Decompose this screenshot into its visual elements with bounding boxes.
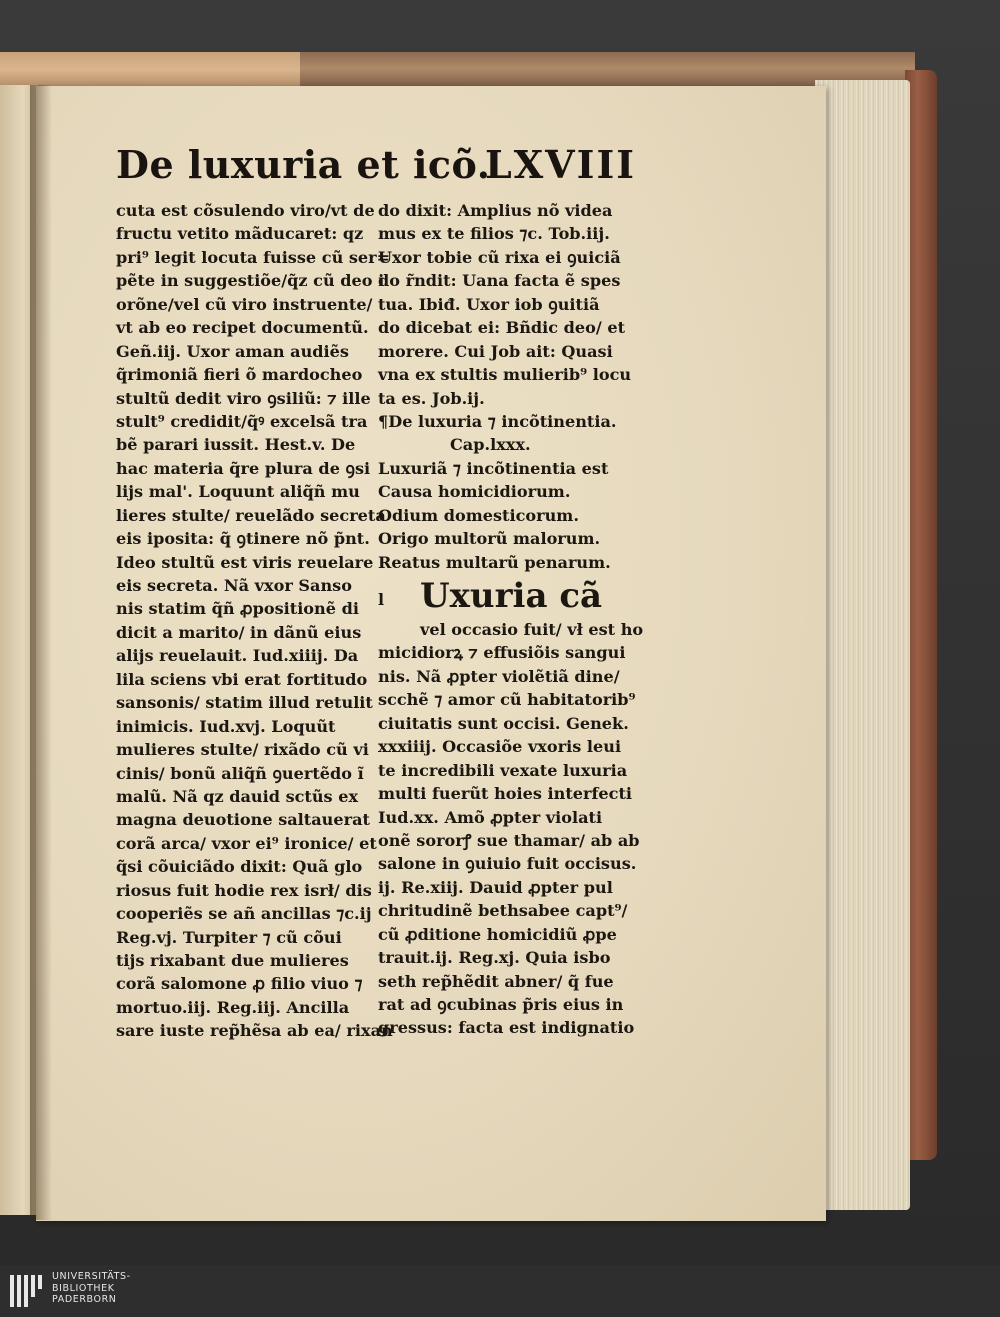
chapter-topic: Reatus multarũ penarum.	[378, 552, 611, 572]
text-line: riosus fuit hodie rex isrł/ dis	[116, 880, 372, 900]
text-line: magna deuotione saltauerat	[116, 810, 370, 830]
running-head-title: De luxuria et icõ.	[116, 142, 491, 187]
text-line: q̃rimoniã fieri õ mardocheo	[116, 365, 363, 385]
text-line: multi fuerũt hoies interfecti	[378, 784, 633, 804]
text-line: vt ab eo recipet documentũ.	[116, 318, 369, 338]
text-line: ta es. Job.ij.	[378, 388, 485, 408]
book-cover-label-strip	[0, 52, 300, 88]
text-line: do dicebat ei: Bñdic deo/ et	[378, 318, 626, 338]
text-line: orõne/vel cũ viro instruente/	[116, 294, 373, 314]
text-line: vel occasio fuit/ vł est ho	[420, 620, 644, 639]
text-line: morere. Cui Job ait: Quasi	[378, 341, 613, 361]
text-line: xxxiiij. Occasiõe vxoris leui	[378, 737, 622, 757]
text-line: Geñ.iij. Uxor aman audiẽs	[116, 341, 349, 361]
text-line: trauit.ij. Reg.xj. Quia isbo	[378, 948, 611, 968]
text-line: mus ex te filios ⁊c. Tob.iij.	[378, 224, 610, 244]
text-line: lieres stulte/ reuelãdo secreta	[116, 505, 386, 525]
text-column-left	[116, 199, 393, 1043]
text-line: tua. Ibiđ. Uxor iob ꝯuitiã	[378, 294, 600, 314]
text-line: alijs reuelauit. Iud.xiiij. Da	[116, 646, 359, 666]
text-line: vna ex stultis mulierib⁹ locu	[378, 365, 632, 385]
text-line: ij. Re.xiij. Dauid ꝓpter pul	[378, 877, 613, 897]
section-heading: ¶De luxuria ⁊ incõtinentia.	[378, 411, 617, 431]
text-line: mulieres stulte/ rixãdo cũ vi	[116, 740, 369, 760]
text-line: lila sciens vbi erat fortitudo	[116, 669, 368, 689]
chapter-topics-list	[378, 457, 630, 574]
text-line: te incredibili vexate luxuria	[378, 760, 628, 780]
chapter-opening-word: Uxuria cã	[420, 576, 603, 616]
text-line: bẽ parari iussit. Hest.v. De	[116, 435, 356, 455]
text-line: stultũ dedit viro ꝯsiliũ: ⁊ ille	[116, 388, 371, 408]
library-logo-icon	[10, 1275, 46, 1307]
text-line: micidiorꝝ ⁊ effusiõis sangui	[378, 643, 626, 663]
text-line: q̃si cõuiciãdo dixit: Quã glo	[116, 857, 363, 877]
text-line: cinis/ bonũ aliq̃ñ ꝯuertẽdo ĩ	[116, 763, 364, 783]
chapter-opening	[378, 574, 630, 622]
initial-guide-letter: l	[378, 590, 385, 609]
gutter-shadow	[30, 85, 52, 1220]
text-line: nis statim q̃ñ ꝓpositionẽ di	[116, 599, 359, 619]
text-line: mortuo.iij. Reg.iij. Ancilla	[116, 997, 350, 1017]
text-line: Iud.xx. Amõ ꝓpter violati	[378, 807, 603, 827]
text-line: do r̃ndit: Uana facta ẽ spes	[378, 271, 621, 291]
text-line: fructu vetito mãducaret: qz	[116, 224, 364, 244]
text-line: onẽ sororꝭ sue thamar/ ab ab	[378, 830, 640, 850]
chapter-body-text	[378, 618, 644, 1040]
logo-line: BIBLIOTHEK	[52, 1282, 115, 1294]
text-line: salone in ꝯuiuio fuit occisus.	[378, 854, 637, 874]
text-line: hac materia q̃re plura de ꝯsi	[116, 458, 371, 478]
folio-number: LXVIII	[484, 142, 636, 187]
right-column-continuation	[378, 199, 630, 410]
text-line: Reg.vj. Turpiter ⁊ cũ cõui	[116, 927, 342, 947]
text-line: ciuitatis sunt occisi. Genek.	[378, 713, 629, 733]
text-line: nis. Nã ꝓpter violẽtiã dine/	[378, 666, 620, 686]
text-column-right	[378, 199, 644, 1040]
text-line: lijs mal'. Loquunt aliq̃ñ mu	[116, 482, 360, 502]
chapter-topic: Odium domesticorum.	[378, 505, 579, 525]
text-line: rat ad ꝯcubinas p̃ris eius in	[378, 995, 624, 1014]
text-line: Uxor tobie cũ rixa ei ꝯuiciã	[378, 247, 621, 267]
text-line: pẽte in suggestiõe/q̃z cũ deo i	[116, 271, 385, 291]
text-line: sare iuste rep̃hẽsa ab ea/ rixan	[116, 1021, 393, 1041]
logo-line: UNIVERSITÄTS-	[52, 1271, 131, 1282]
running-head	[116, 142, 636, 194]
text-line: cooperiẽs se añ ancillas ⁊c.ij	[116, 904, 372, 924]
text-line: do dixit: Amplius nõ videa	[378, 201, 613, 220]
text-line: dicit a marito/ in dãnũ eius	[116, 622, 362, 642]
text-line: inimicis. Iud.xvj. Loquũt	[116, 716, 336, 736]
text-line: tijs rixabant due mulieres	[116, 951, 349, 970]
recto-page	[36, 86, 826, 1221]
page-fore-edge	[815, 80, 910, 1210]
text-line: gressus: facta est indignatio	[378, 1018, 635, 1038]
chapter-topic: Luxuriã ⁊ incõtinentia est	[378, 458, 609, 478]
text-line: eis secreta. Nã vxor Sanso	[116, 576, 352, 595]
text-line: stult⁹ credidit/q̃ꝰ excelsã tra	[116, 411, 368, 431]
text-line: corã salomone ꝓ filio viuo ⁊	[116, 974, 363, 994]
chapter-topic: Causa homicidiorum.	[378, 482, 571, 502]
text-line: seth rep̃hẽdit abner/ q̃ fue	[378, 971, 614, 991]
text-line: sansonis/ statim illud retulit	[116, 693, 373, 713]
chapter-topic: Origo multorũ malorum.	[378, 529, 601, 549]
text-line: cuta est cõsulendo viro/vt de	[116, 201, 375, 220]
text-line: eis iposita: q̃ ꝯtinere nõ p̃nt.	[116, 529, 370, 549]
logo-line: PADERBORN	[52, 1294, 117, 1305]
text-line: pri⁹ legit locuta fuisse cũ ser=	[116, 247, 391, 267]
text-line: cũ ꝓditione homicidiũ ꝓpe	[378, 924, 617, 944]
text-line: Ideo stultũ est viris reuelare	[116, 552, 374, 572]
library-logo-text	[52, 1271, 131, 1306]
text-line: chritudinẽ bethsabee capt⁹/	[378, 901, 628, 921]
text-line: malũ. Nã qz dauid sctũs ex	[116, 786, 359, 806]
text-line: corã arca/ vxor ei⁹ ironice/ et	[116, 833, 377, 853]
text-line: scchẽ ⁊ amor cũ habitatorib⁹	[378, 690, 636, 710]
library-footer	[0, 1265, 1000, 1317]
chapter-number: Cap.lxxx.	[450, 435, 531, 455]
